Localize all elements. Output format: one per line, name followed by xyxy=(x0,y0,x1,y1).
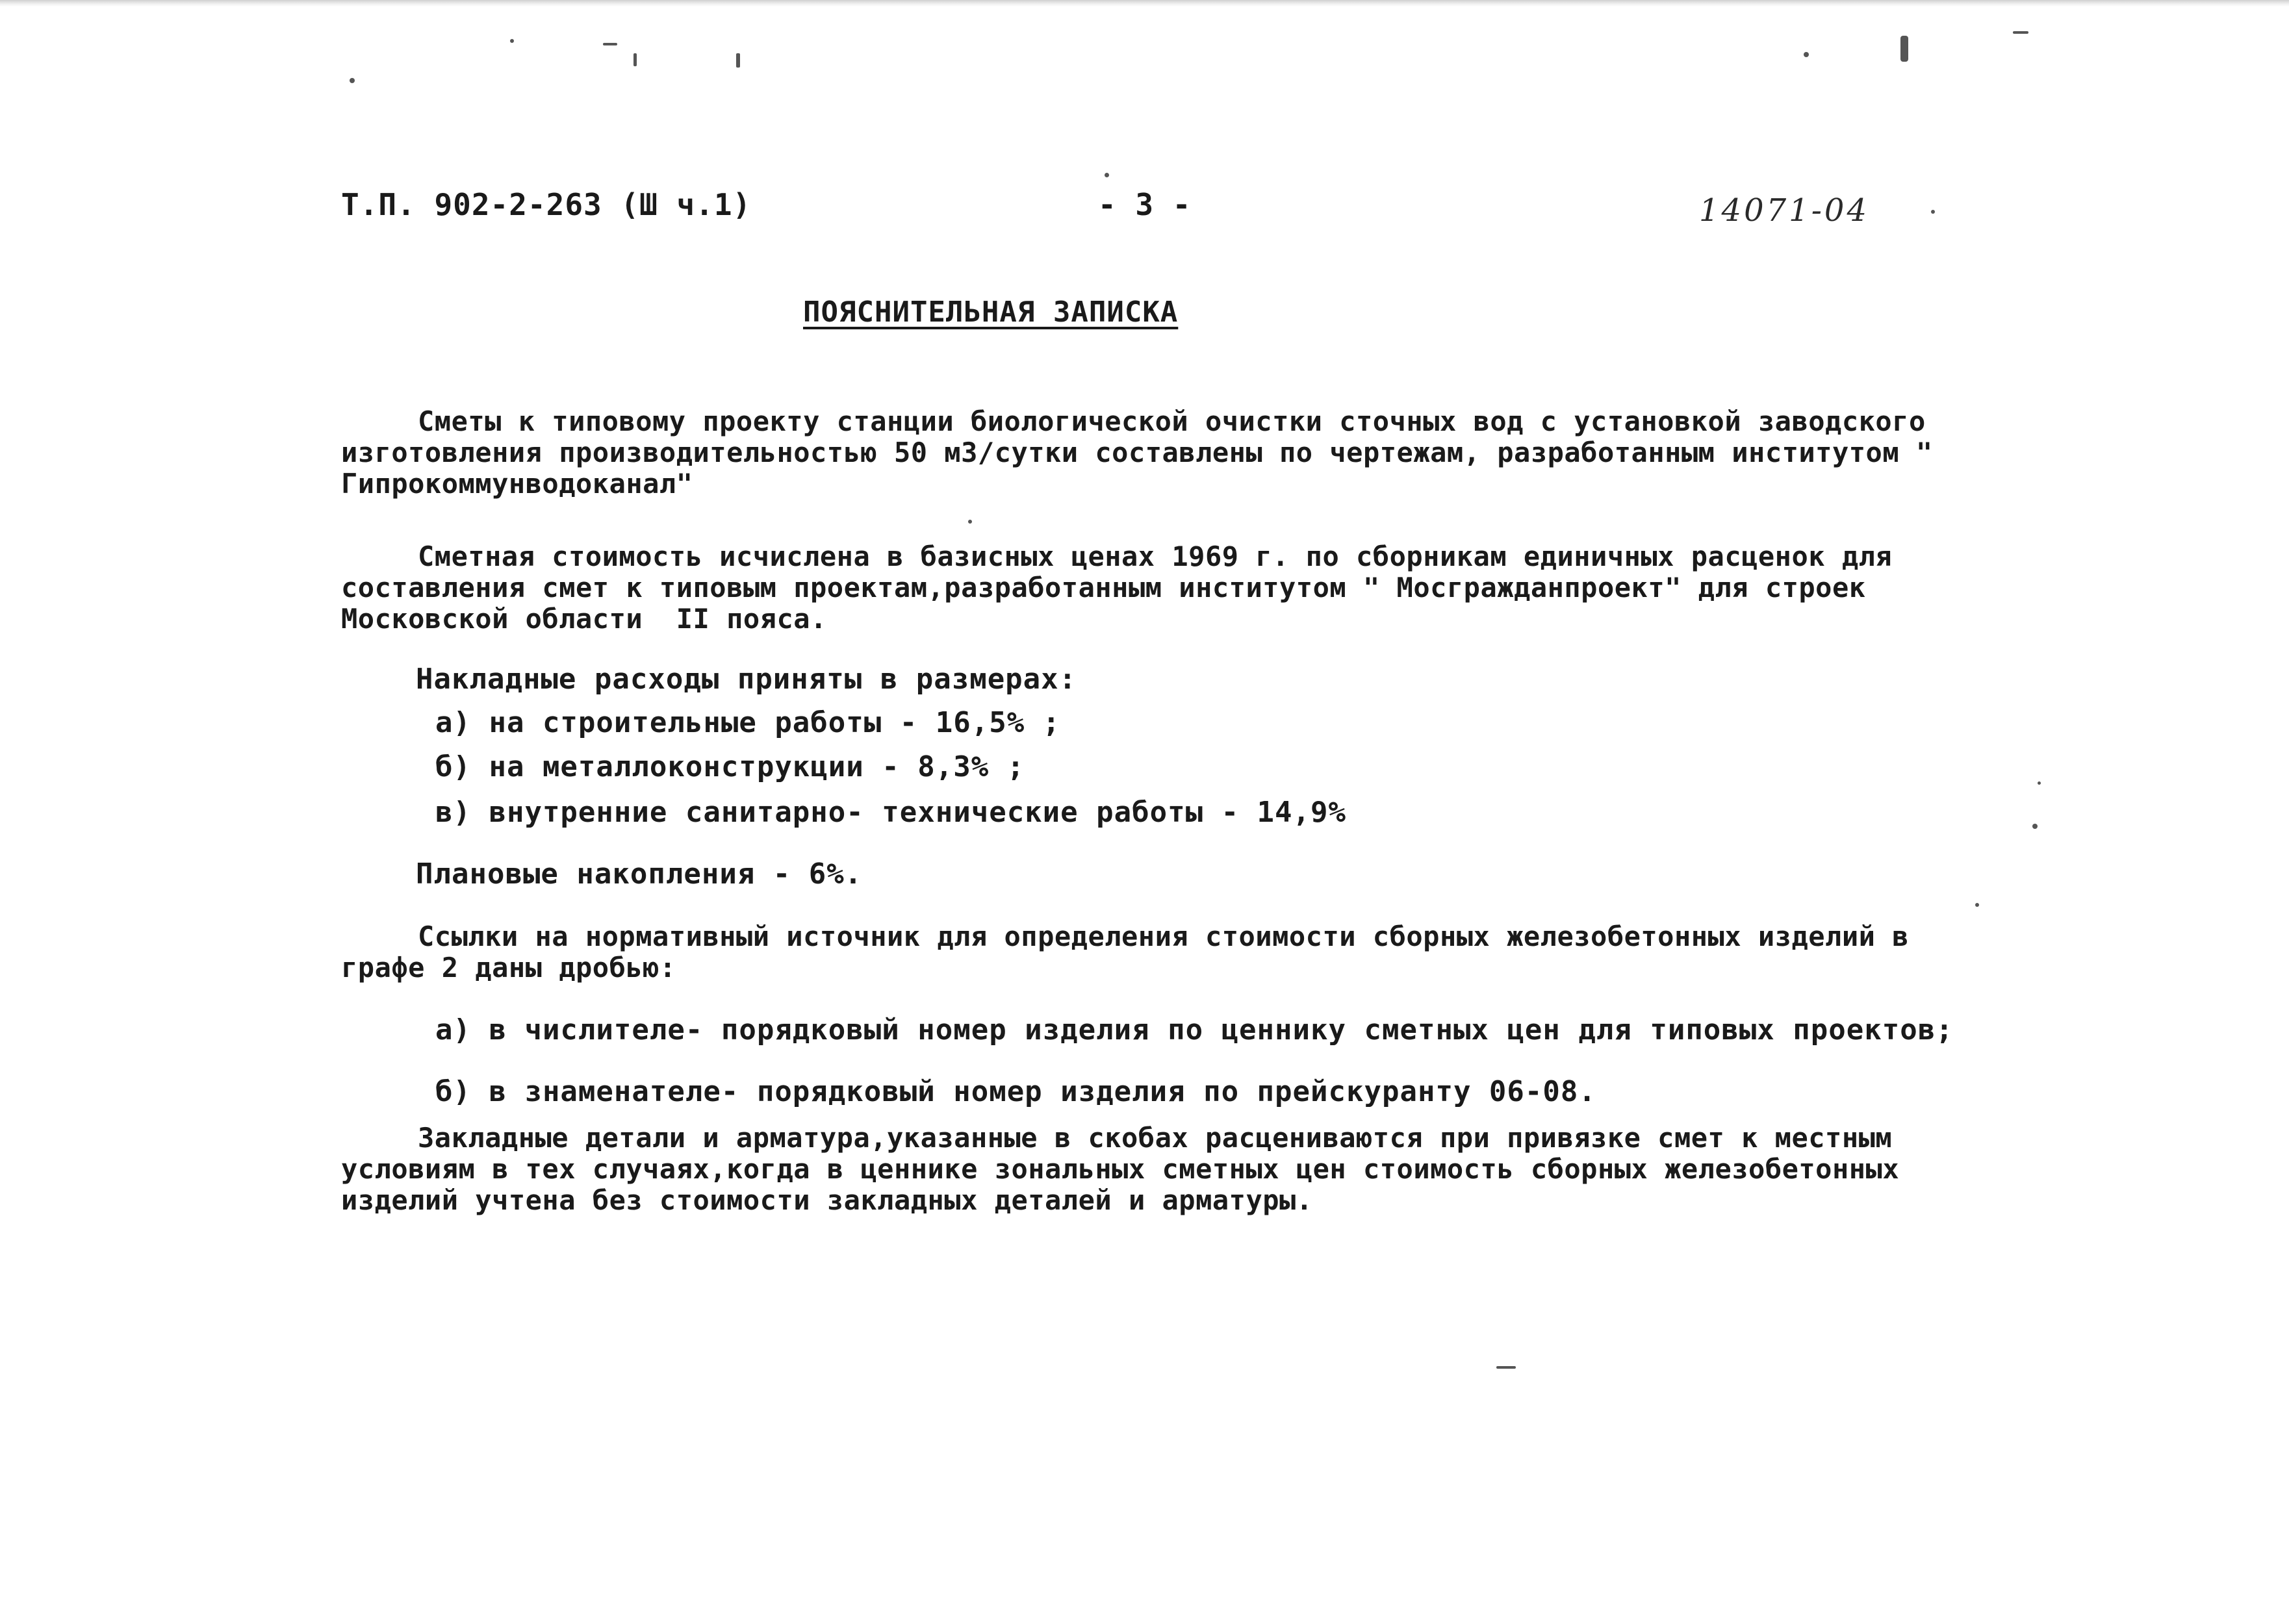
project-code: Т.П. 902-2-263 (Ш ч.1) xyxy=(341,187,752,222)
paragraph-normative-refs: Ссылки на нормативный источник для определения стоимости сборных железобетонных изделий в графе 2 даны дробью: xyxy=(341,920,1926,983)
scan-speck xyxy=(968,520,972,524)
scan-speck xyxy=(736,53,740,68)
document-header xyxy=(341,187,1965,229)
refs-item-a: а) в числителе- порядковый номер изделия по ценнику сметных цен для типовых проектов; xyxy=(435,1013,1954,1047)
scan-speck xyxy=(2038,781,2041,785)
page-number: - 3 - xyxy=(1098,187,1192,222)
overhead-item-b: б) на металлоконструкции - 8,3% ; xyxy=(435,750,1025,783)
document-title: ПОЯСНИТЕЛЬНАЯ ЗАПИСКА xyxy=(803,296,1179,329)
scan-speck xyxy=(350,78,355,83)
overhead-item-a: а) на строительные работы - 16,5% ; xyxy=(435,706,1061,739)
overhead-item-c: в) внутренние санитарно- технические работы - 14,9% xyxy=(435,796,1347,829)
paragraph-cost-basis: Сметная стоимость исчислена в базисных ценах 1969 г. по сборникам единичных расценок для составления смет к типовым проектам,разработанным институтом " Мосгражданпроект" для строек Московской области II пояса. xyxy=(341,540,1909,635)
paragraph-intro: Сметы к типовому проекту станции биологической очистки сточных вод с установкой заводского изготовления производительностью 50 м3/сутки составлены по чертежам, разработанным институтом " Гипрокоммунводоканал" xyxy=(341,405,1950,500)
scan-speck xyxy=(1105,173,1109,177)
scan-speck xyxy=(633,53,637,66)
paragraph-embedded-parts: Закладные детали и арматура,указанные в скобах расцениваются при привязке смет к местным условиям в тех случаях,когда в ценнике зональных сметных цен стоимость сборных железобетонных изделий учтена без стоимости закладных деталей и арматуры. xyxy=(341,1122,1916,1216)
scan-speck xyxy=(1804,52,1809,57)
scan-speck xyxy=(603,43,617,45)
scan-speck xyxy=(1900,36,1908,62)
scan-speck xyxy=(1975,903,1979,907)
scan-edge-shadow xyxy=(0,0,2289,6)
overhead-intro: Накладные расходы приняты в размерах: xyxy=(416,663,1077,696)
handwritten-archive-number: 14071-04 xyxy=(1699,192,1869,229)
planned-accumulations: Плановые накопления - 6%. xyxy=(416,857,863,891)
scan-speck xyxy=(2013,31,2028,34)
scan-speck xyxy=(510,39,514,43)
scan-speck xyxy=(2032,824,2038,829)
refs-item-b: б) в знаменателе- порядковый номер изделия по прейскуранту 06-08. xyxy=(435,1075,1596,1108)
scan-speck xyxy=(1496,1366,1516,1369)
